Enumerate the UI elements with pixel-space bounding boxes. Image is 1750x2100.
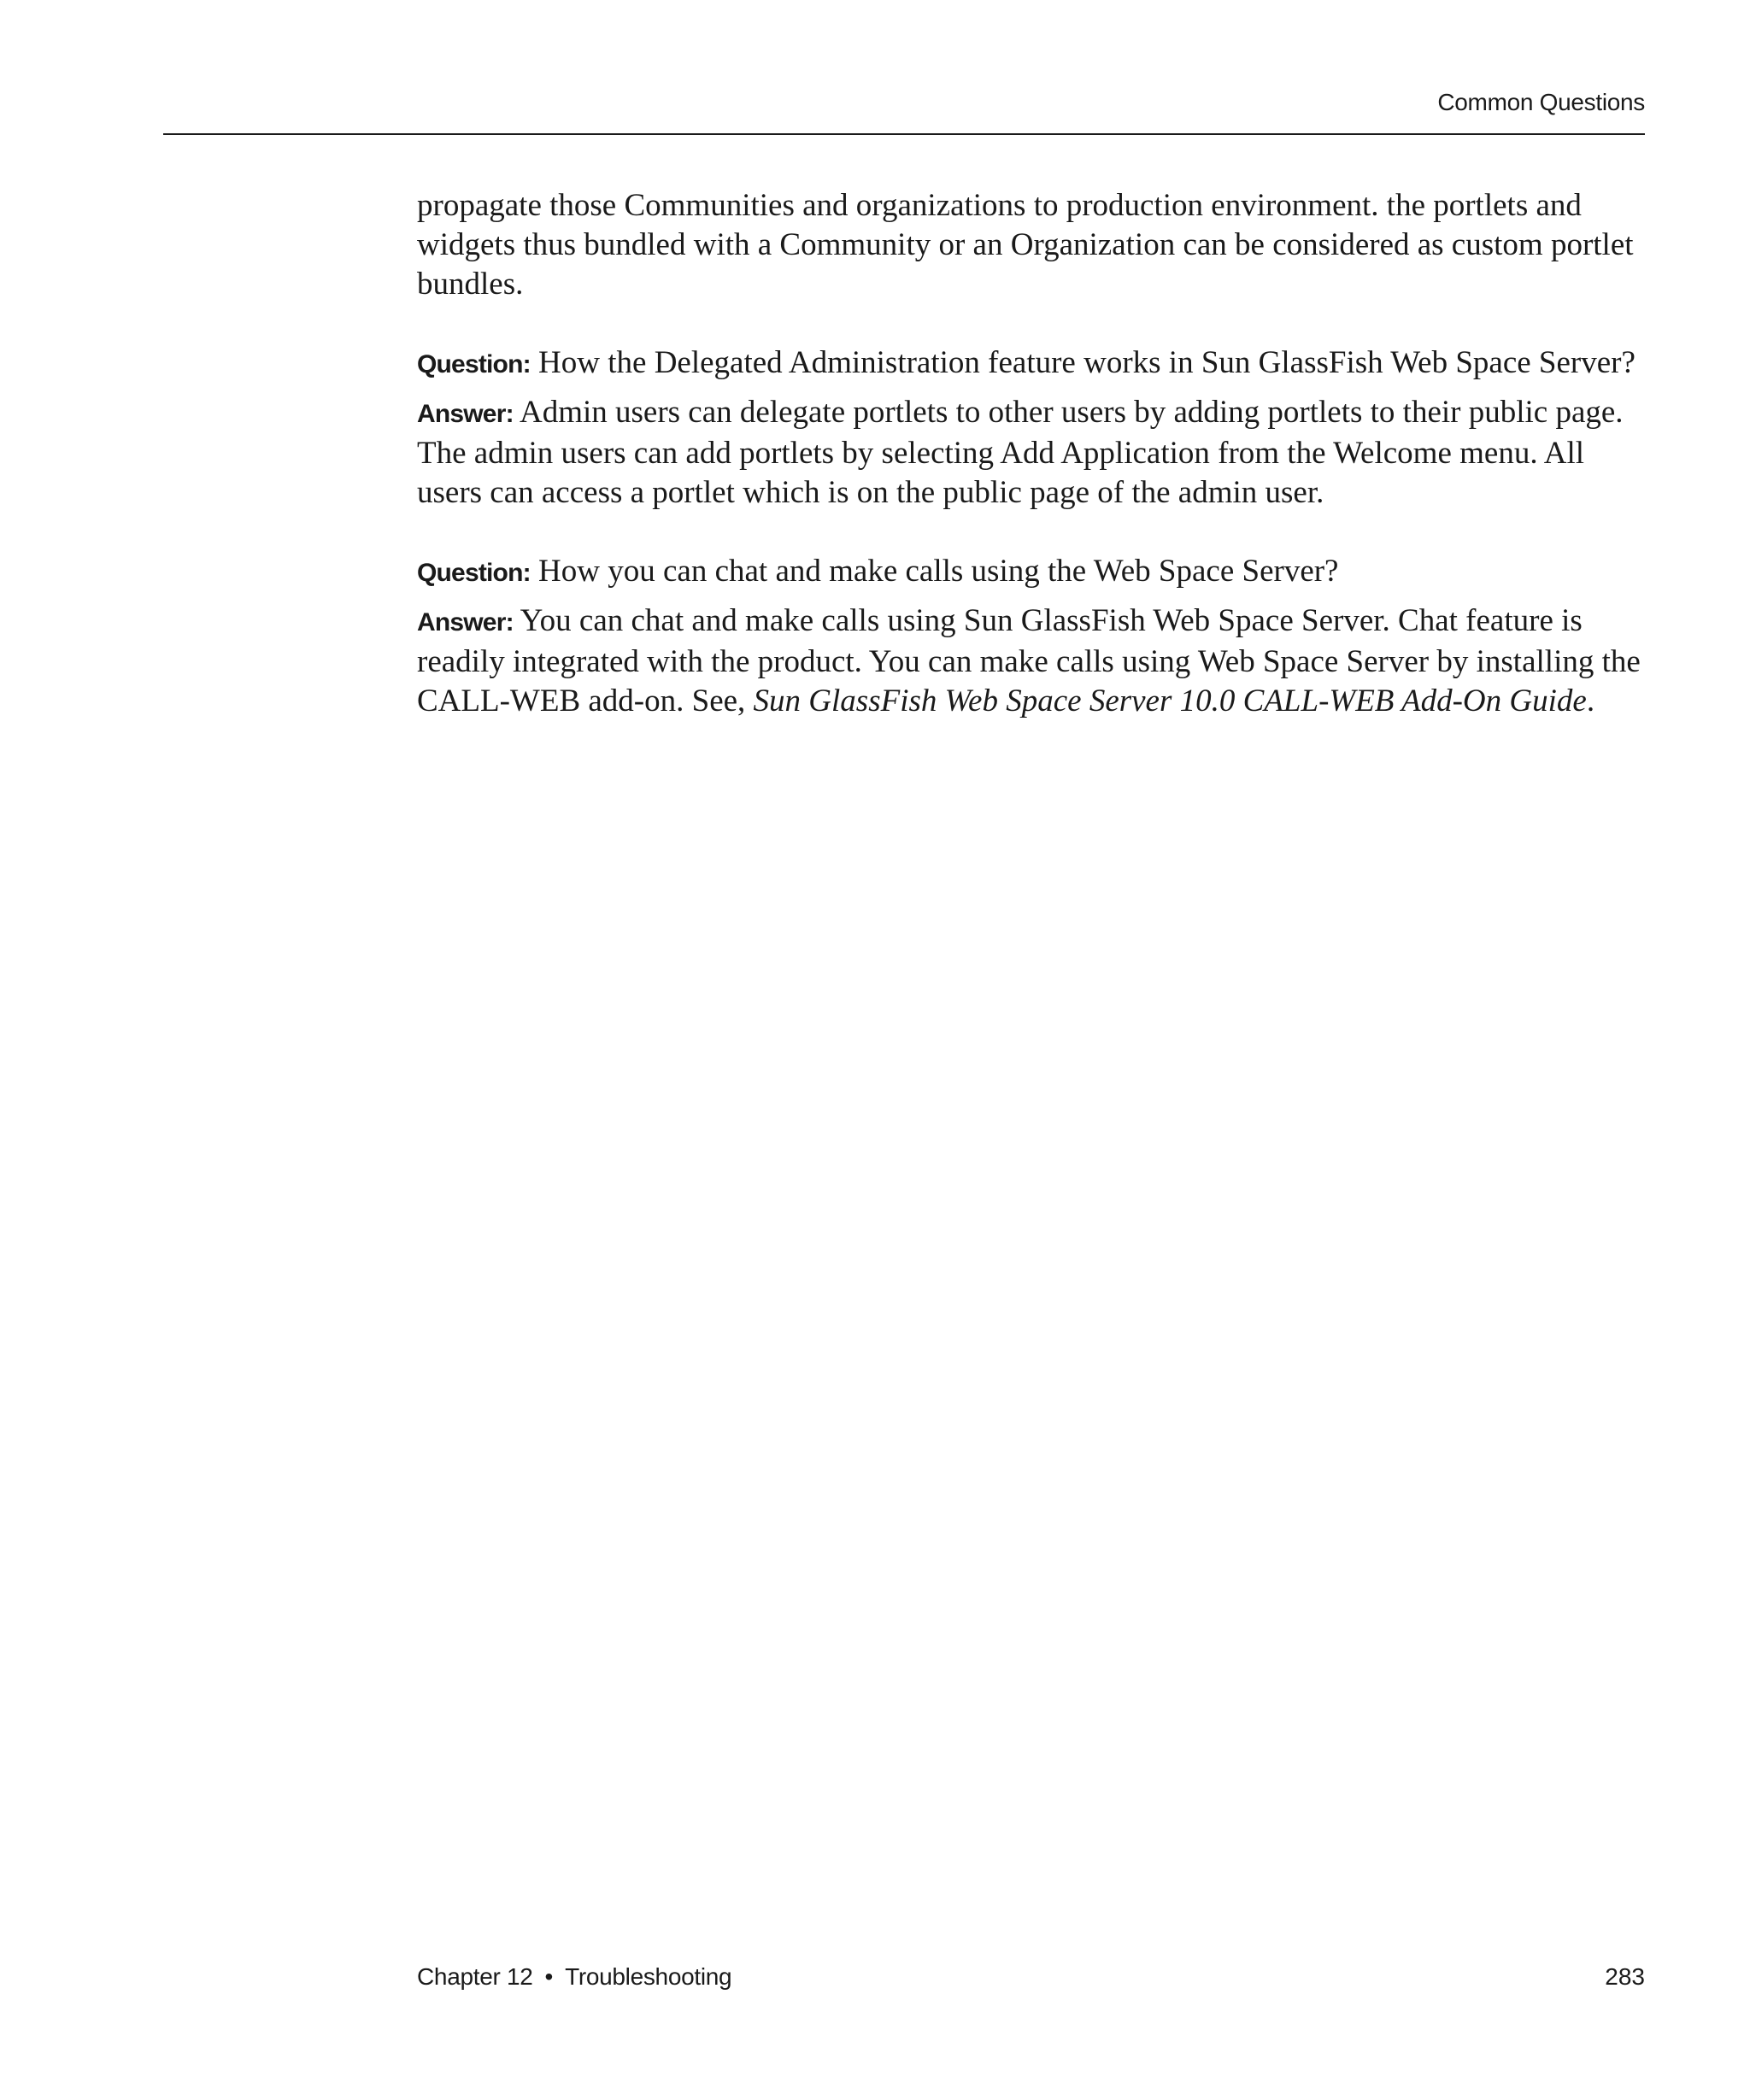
footer-chapter: Chapter 12 (417, 1963, 533, 1990)
answer-text: Admin users can delegate portlets to other users by adding portlets to their public page. The admin users can add portlets by selecting Add Application from the Welcome menu. All users can access a portlet which is on the public page of the admin user. (417, 395, 1624, 510)
answer-text: You can chat and make calls using Sun GlassFish Web Space Server. Chat feature is readily integrated with the product. You can make calls using Web Space Server by installing the CALL-WEB add-on. See, (417, 603, 1641, 719)
intro-paragraph: propagate those Communities and organizations to production environment. the portlets and widgets thus bundled with a Community or an Organization can be considered as custom portlet bundles. (417, 188, 1634, 302)
footer-bullet: • (544, 1963, 554, 1990)
footer-section: Troubleshooting (565, 1963, 732, 1990)
answer-1 (417, 393, 1647, 513)
question-2 (417, 552, 1647, 593)
question-text: How you can chat and make calls using the Web Space Server? (530, 554, 1339, 589)
page-number: 283 (1605, 1963, 1645, 1990)
header-rule (163, 133, 1645, 135)
question-label: Question: (417, 350, 531, 378)
answer-label: Answer: (417, 608, 514, 636)
answer-end-punctuation: . (1586, 683, 1595, 719)
footer-chapter-info (417, 1963, 731, 1991)
question-text: How the Delegated Administration feature works in Sun GlassFish Web Space Server? (530, 345, 1635, 380)
running-header-title: Common Questions (1437, 89, 1645, 115)
question-1 (417, 343, 1647, 384)
question-label: Question: (417, 559, 531, 587)
answer-label: Answer: (417, 400, 514, 428)
answer-2 (417, 601, 1647, 721)
book-title-reference: Sun GlassFish Web Space Server 10.0 CALL-WEB Add-On Guide (753, 683, 1587, 719)
page-content (417, 186, 1647, 760)
